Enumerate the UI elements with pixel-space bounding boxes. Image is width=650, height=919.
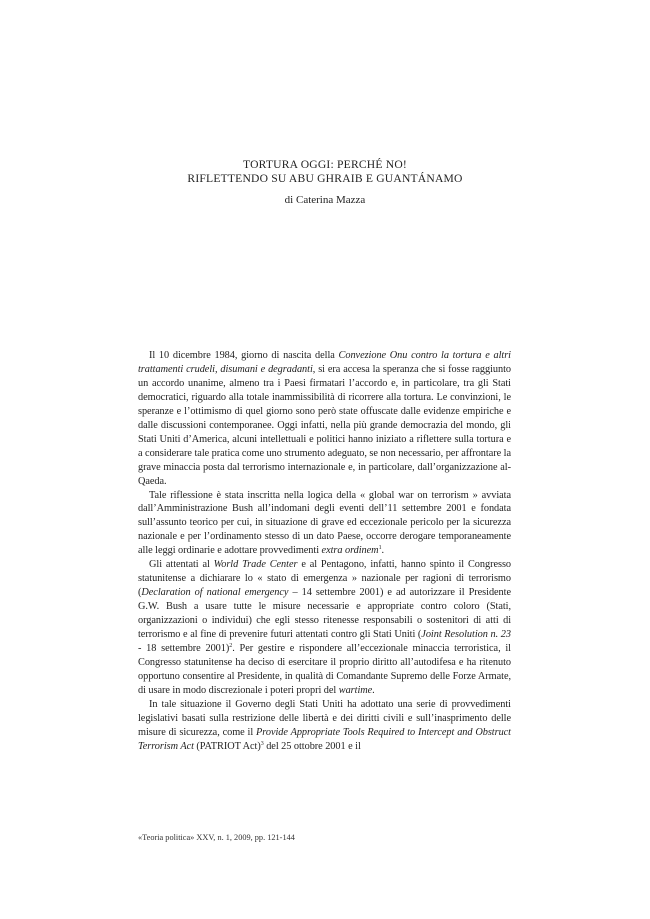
article-body xyxy=(138,349,511,754)
emphasis-wartime: wartime xyxy=(338,684,373,696)
footnote-marker-3[interactable]: 3 xyxy=(260,740,264,747)
paragraph-1: Il 10 dicembre 1984, giorno di nascita della Convezione Onu contro la tortura e altri trattamenti crudeli, disumani e degradanti, si era accesa la speranza che si fosse raggiunto un accordo unanime, almeno tra i Paesi firmatari l’accordo e, in particolare, tra gli Stati democratici, riguardo alla totale inammissibilità di ricorrere alla tortura. Le convinzioni, le speranze e l’ottimismo di quel giorno sono però state offuscate dalle evidenze empiriche e dalle discussioni contemporanee. Oggi infatti, nella più grande democrazia del mondo, gli Stati Uniti d’America, alcuni intellettuali e politici hanno iniziato a riflettere sulla tortura e a considerare tale pratica come uno strumento adeguato, se non necessario, per affrontare la grave minaccia posta dal terrorismo internazionale e, in particolare, dall’organizzazione al-Qaeda. xyxy=(138,350,511,487)
paragraph-2: Tale riflessione è stata inscritta nella logica della « global war on terrorism » avviata dall’Amministrazione Bush all’indomani degli eventi dell’11 settembre 2001 e fondata sull’assunto teorico per cui, in situazione di grave ed eccezionale pericolo per la sicurezza nazionale e per l’ordinamento stesso di un dato Paese, occorre derogare temporaneamente alle leggi ordinarie e adottare provvedimenti extra ordinem$^1$. xyxy=(138,489,511,557)
emphasis-convention-title: Convezione Onu contro la tortura e altri trattamenti crudeli, disumani e degradanti xyxy=(138,350,511,375)
article-title-line-1: TORTURA OGGI: PERCHÉ NO! xyxy=(243,158,407,171)
emphasis-declaration: Declaration of national emergency xyxy=(141,587,289,599)
footnote-marker-2[interactable]: 2 xyxy=(229,643,233,650)
paragraph-3: Gli attentati al World Trade Center e al Pentagono, infatti, hanno spinto il Congresso statunitense a dichiarare lo « stato di emergenza » nazionale per ragioni di terrorismo (Declaration of national emergency – 14 settembre 2001) e ad autorizzare il Presidente G.W. Bush a usare tutte le misure necessarie e appropriate contro coloro (Stati, organizzazioni o individui) che egli stesso ritenesse responsabili o sostenitori di atti di terrorismo e al fine di prevenire futuri attentati contro gli Stati Uniti (Joint Resolution n. 23 - 18 settembre 2001)$^2$. Per gestire e rispondere all’eccezionale minaccia terroristica, il Congresso statunitense ha deciso di esercitare il proprio diritto all’autodifesa e ha ritenuto opportuno consentire al Presidente, in qualità di Comandante Supremo delle Forze Armate, di usare in modo discrezionale i poteri propri del wartime. xyxy=(138,559,511,696)
journal-citation: «Teoria politica» XXV, n. 1, 2009, pp. 121-144 xyxy=(138,833,295,842)
emphasis-patriot-act-title: Provide Appropriate Tools Required to Intercept and Obstruct Terrorism Act xyxy=(138,726,511,752)
article-author: di Caterina Mazza xyxy=(284,194,366,206)
footnote-marker-1[interactable]: 1 xyxy=(378,545,382,552)
emphasis-extra-ordinem: extra ordinem xyxy=(321,545,379,557)
emphasis-joint-resolution: Joint Resolution n. 23 xyxy=(421,629,511,641)
article-title-line-2: RIFLETTENDO SU ABU GHRAIB E GUANTÁNAMO xyxy=(187,172,463,185)
paragraph-4: In tale situazione il Governo degli Stati Uniti ha adottato una serie di provvedimenti legislativi basati sulla restrizione delle libertà e dei diritti civili e sull’inasprimento delle misure di sicurezza, come il Provide Appropriate Tools Required to Intercept and Obstruct Terrorism Act (PATRIOT Act)$^3$ del 25 ottobre 2001 e il xyxy=(138,698,511,752)
emphasis-wtc: World Trade Center xyxy=(213,559,298,571)
